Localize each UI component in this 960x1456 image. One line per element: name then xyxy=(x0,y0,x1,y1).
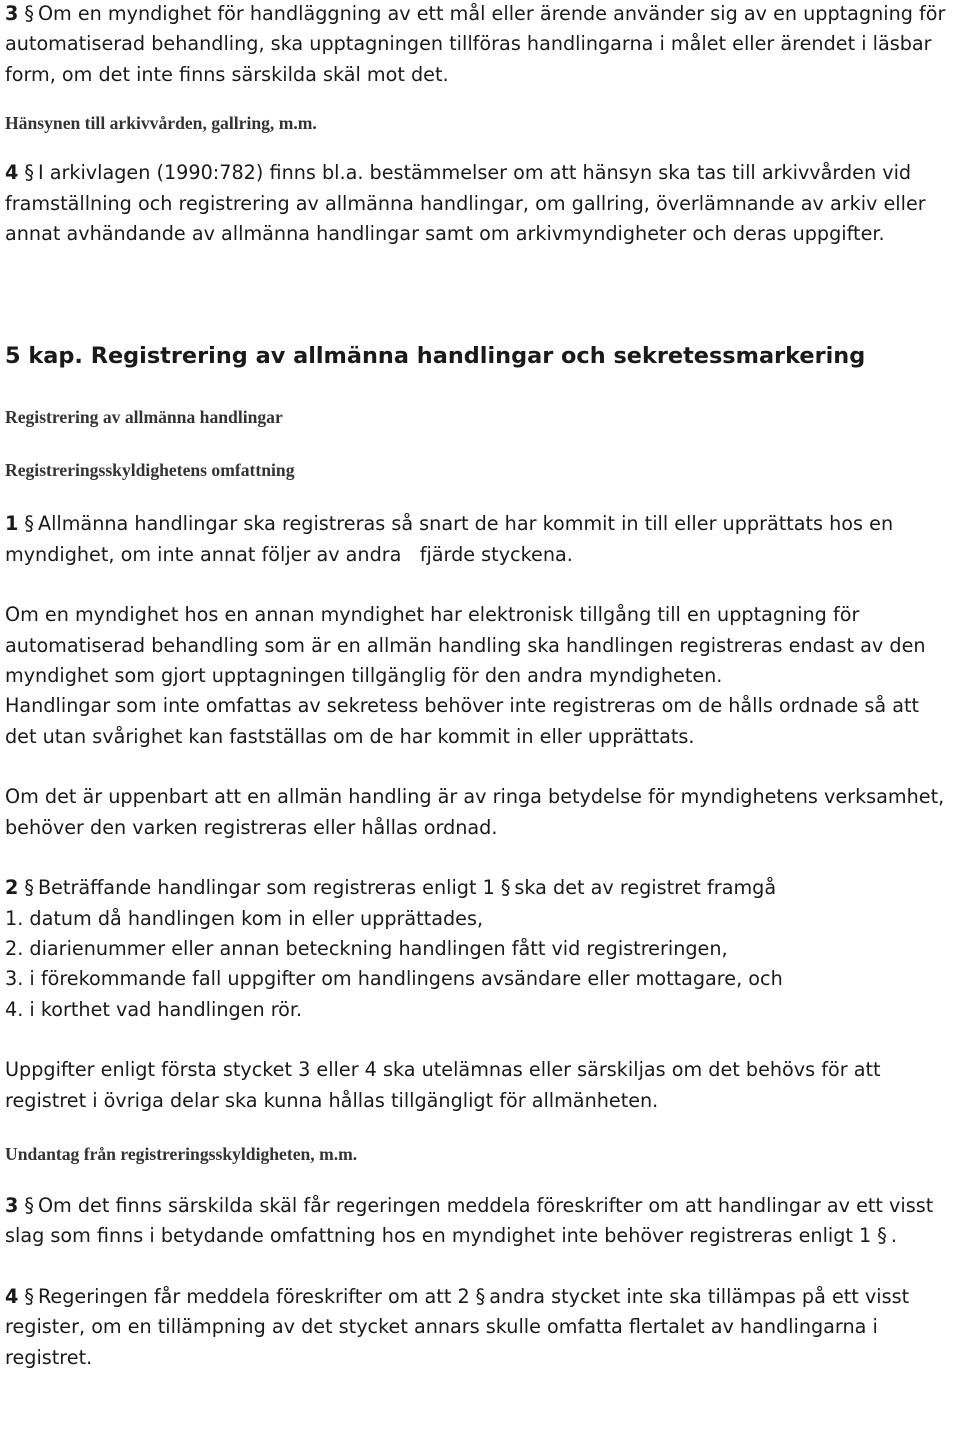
paragraph-text: Regeringen får meddela föreskrifter om att 2 xyxy=(37,1284,470,1308)
paragraph-text: Om en myndighet för handläggning av ett mål eller ärende använder sig av en upptagning för automatiserad behandling, ska upptagningen tillföras handlingarna i målet eller ärendet i läsbar form, om det inte finns särskilda skäl mot det. xyxy=(5,2,946,86)
paragraph-text: . xyxy=(890,1224,897,1248)
paragraph-3-section xyxy=(5,0,955,90)
section-sign-icon: § xyxy=(24,2,34,25)
section-sign-icon: § xyxy=(24,1284,34,1308)
heading-arkivvarden: Hänsynen till arkivvården, gallring, m.m. xyxy=(5,113,317,134)
chapter-heading xyxy=(5,342,955,370)
paragraph-utelamnas: Uppgifter enligt första stycket 3 eller 4 ska utelämnas eller särskiljas om det behövs för att registret i övriga delar ska kunna hållas tillgängligt för allmänheten. xyxy=(5,1058,881,1112)
list-item: 1. datum då handlingen kom in eller upprättades, xyxy=(5,906,484,930)
section-sign-icon: § xyxy=(500,876,511,900)
document-page xyxy=(5,0,955,1373)
section-number: 1 xyxy=(5,512,19,536)
section-number: 3 xyxy=(5,1193,19,1217)
section-sign-icon: § xyxy=(24,161,34,185)
section-sign-icon: § xyxy=(24,876,34,900)
chapter-title: Registrering av allmänna handlingar och sekretessmarkering xyxy=(90,343,866,370)
list-item: 4. i korthet vad handlingen rör. xyxy=(5,997,303,1021)
section-number: 4 xyxy=(5,161,19,185)
paragraph-text: Allmänna handlingar ska registreras så snart de har kommit in till eller upprättats hos en myndighet, om inte annat följer av andra fjärde styckena. xyxy=(5,512,900,566)
section-number: 2 xyxy=(5,876,19,900)
paragraph-2-section xyxy=(5,873,955,903)
section-sign-icon: § xyxy=(475,1284,486,1308)
list-item: 2. diarienummer eller annan beteckning handlingen fått vid registreringen, xyxy=(5,936,728,960)
register-list xyxy=(5,904,955,1026)
section-sign-icon: § xyxy=(877,1224,887,1248)
paragraph-text: I arkivlagen (1990:782) finns bl.a. bestämmelser om att hänsyn ska tas till arkivvården vid framställning och registrering av allmänna handlingar, om gallring, överlämnande av arkiv eller annat avhändande av allmänna handlingar samt om arkivmyndigheter och deras uppgifter. xyxy=(5,161,926,246)
paragraph-text: Om det finns särskilda skäl får regeringen meddela föreskrifter om att handlingar av ett visst slag som finns i betydande omfattning hos en myndighet inte behöver registreras enligt 1 xyxy=(5,1193,934,1248)
paragraph-4-section xyxy=(5,158,955,249)
section-number: 4 xyxy=(5,1284,19,1308)
heading-omfattning: Registreringsskyldighetens omfattning xyxy=(5,460,295,481)
paragraph-ringa-betydelse: Om det är uppenbart att en allmän handling är av ringa betydelse för myndighetens verksamhet, behöver den varken registreras eller hållas ordnad. xyxy=(5,785,945,839)
paragraph-3-section-undantag xyxy=(5,1191,955,1252)
heading-registrering: Registrering av allmänna handlingar xyxy=(5,407,283,428)
chapter-label: 5 kap. xyxy=(5,343,83,370)
list-item: 3. i förekommande fall uppgifter om handlingens avsändare eller mottagare, och xyxy=(5,967,783,991)
section-sign-icon: § xyxy=(24,512,34,536)
paragraph-elektronisk: Om en myndighet hos en annan myndighet har elektronisk tillgång till en upptagning för automatiserad behandling som är en allmän handling ska handlingen registreras endast av den myndighet som gjort upptagningen tillgänglig för den andra myndigheten. xyxy=(5,603,926,688)
section-sign-icon: § xyxy=(24,1193,34,1217)
paragraph-text: Beträffande handlingar som registreras enligt 1 xyxy=(37,876,495,900)
paragraph-text: andra stycket inte ska tillämpas på ett visst register, om en tillämpning av det stycket annars skulle omfatta flertalet av handlingarna i registret. xyxy=(5,1284,910,1369)
section-number: 3 xyxy=(5,2,19,25)
paragraph-1-section xyxy=(5,509,955,570)
heading-undantag: Undantag från registreringsskyldigheten, m.m. xyxy=(5,1143,358,1164)
paragraph-text: ska det av registret framgå xyxy=(514,876,777,900)
paragraph-4-section-regeringen xyxy=(5,1282,955,1373)
paragraph-sekretess: Handlingar som inte omfattas av sekretess behöver inte registreras om de hålls ordnade så att det utan svårighet kan fastställas om de har kommit in eller upprättats. xyxy=(5,694,920,748)
